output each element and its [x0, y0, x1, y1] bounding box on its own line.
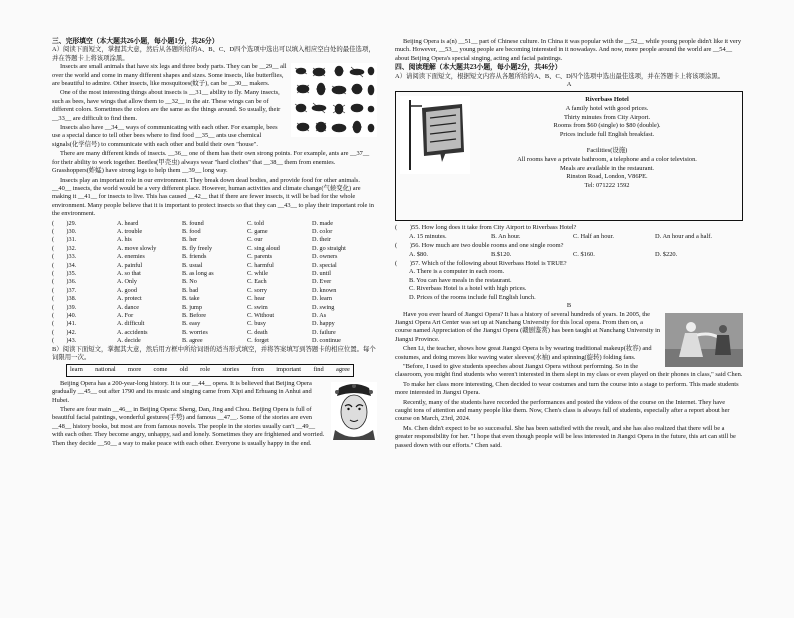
question-number: ( )35. — [52, 269, 77, 277]
question-number: ( )37. — [52, 286, 77, 294]
question-number: ( )29. — [52, 219, 77, 227]
passage-b-reading-para-2: Chen Li, the teacher, shows how great Jiangxi Opera is by wearing traditional makeup(妆容) and costumes, and doing moves like waving water sleeves(水袖) and spinning(旋转) folding fans. — [395, 345, 652, 361]
word-box-word: national — [95, 366, 116, 374]
part-a-instruction: A）阅读下面短文，掌握其大意，然后从各题所给的A、B、C、D四个选项中选出可以填入相应空白处的最佳选项，并在答题卡上将该项涂黑。 — [52, 46, 375, 62]
option-row — [52, 337, 377, 345]
option-row — [52, 262, 377, 270]
word-box-word: important — [276, 366, 302, 374]
option-a: A. move slowly — [117, 244, 157, 252]
option-a: A. his — [117, 236, 132, 244]
option-b: B. usual — [182, 261, 203, 269]
question-56-options — [409, 251, 743, 259]
question-number: ( )40. — [52, 312, 77, 319]
option-row — [52, 245, 377, 253]
option-b: B. easy — [182, 320, 201, 328]
option-row — [52, 228, 377, 236]
word-box-word: come — [153, 366, 168, 374]
option: A. $80. — [409, 250, 428, 258]
option-c: C. while — [247, 269, 268, 277]
option-a: A. painful — [117, 261, 143, 269]
option-d: D. known — [312, 286, 337, 294]
passage-b-reading-para-4: To make her class more interesting, Chen decided to wear costumes and turn the course into a stage to perform. This made students more interested in Jiangxi Opera. — [395, 380, 739, 397]
option: D. Prices of the rooms include full English lunch. — [409, 293, 536, 301]
question-number: ( )42. — [52, 328, 77, 336]
hotel-name: Riverbass Hotel — [585, 96, 629, 104]
passage-b-para-3: Beijing Opera is a(n) __51__ part of Chinese culture. In China it was popular with the __52__ while young people didn't like it very much. However, __53__ young people are becoming interested in it nowadays. And now, more people around the world are __54__ about Beijing Opera's special singing, acting and facial paintings. — [395, 38, 742, 62]
option-d: D. owners — [312, 253, 338, 261]
option: D. $220. — [655, 250, 678, 258]
question-57-options — [409, 268, 743, 302]
option: B. An hour. — [491, 232, 521, 240]
word-box — [66, 364, 354, 376]
word-box-word: stories — [222, 366, 240, 374]
left-column — [52, 38, 377, 449]
option-b: B. agree — [182, 337, 203, 345]
option-c: C. hear — [247, 295, 265, 303]
option-b: B. friends — [182, 253, 207, 261]
option: A. There is a computer in each room. — [409, 268, 505, 276]
option-c: C. sing aloud — [247, 244, 280, 252]
question-number: ( )38. — [52, 295, 77, 303]
option-d: D. their — [312, 236, 331, 244]
section-title-reading: 四、阅读理解（本大题共23小题，每小题2分，共46分） — [395, 64, 562, 72]
option-b: B. fly freely — [182, 244, 213, 252]
hotel-line-3: Rooms from $60 (single) to $80 (double). — [553, 122, 661, 130]
option-b: B. bad — [182, 286, 199, 294]
question-56: ( )56. How much are two double rooms and one single room? — [395, 242, 564, 250]
hotel-line-1: A family hotel with good prices. — [565, 105, 649, 113]
word-box-word: agree — [336, 366, 350, 374]
option: D. An hour and a half. — [655, 232, 712, 240]
option-d: D. happy — [312, 320, 335, 328]
label-passage-a: A — [566, 81, 572, 89]
option-c: C. harmful — [247, 261, 274, 269]
option-row — [52, 253, 377, 261]
option: B.$120. — [491, 250, 512, 258]
word-box-word: role — [200, 366, 211, 374]
option: C. Riverbass Hotel is a hotel with high prices. — [409, 285, 527, 293]
question-55-options — [409, 233, 743, 241]
option-c: C. game — [247, 227, 268, 235]
option-c: C. Each — [247, 278, 267, 286]
option-row — [52, 236, 377, 244]
question-number: ( )33. — [52, 253, 77, 261]
passage-b-reading-para-5: Recently, many of the students have recorded the performances and posted the videos of the course on the Internet. They have caught tons of attention and many people like them. Now, Chen's class is always full of students, especially after a report about her course on March, 23rd, 2024. — [395, 398, 730, 423]
cloze-options-table — [52, 220, 377, 346]
option-row — [52, 220, 377, 228]
option: A. 15 minutes. — [409, 232, 447, 240]
passage-b-reading-para-6: Ms. Chen didn't expect to be so successful. She has been satisfied with the result, and she has also realized that there will be a greater responsibility for her. "I hope that even though people will be less interested in Jiangxi Opera in the future, this art can still be passed down with our efforts." Chen said. — [395, 424, 736, 449]
section-title-cloze: 三、完形填空（本大题共26小题，每小题1分，共26分） — [52, 38, 219, 45]
question-55: ( )55. How long does it take from City Airport to Riverbass Hotel? — [395, 224, 577, 232]
option-row — [52, 329, 377, 337]
question-number: ( )30. — [52, 227, 77, 235]
option-row — [52, 287, 377, 295]
option-d: D. color — [312, 227, 333, 235]
option-c: C. death — [247, 328, 268, 336]
question-number: ( )32. — [52, 244, 77, 252]
hotel-line-2: Thirty minutes from City Airport. — [563, 113, 651, 121]
option-c: C. swim — [247, 303, 268, 311]
option-a: A. trouble — [117, 227, 143, 235]
option-b: B. as long as — [182, 269, 214, 277]
insect-collage-image — [291, 63, 377, 137]
option-a: A. dance — [117, 303, 139, 311]
option-b: B. No — [182, 278, 197, 286]
option-b: B. take — [182, 295, 200, 303]
passage-a-para-3: Insects also have __34__ ways of communicating with each other. For example, bees use a special dance to tell other bees where to find food __35__ ants use chemical signals(化学信号) to communicate with each other and build their own "house". — [52, 124, 278, 148]
option-c: C. forget — [247, 337, 269, 345]
passage-b-para-2: There are four main __46__ in Beijing Opera: Sheng, Dan, Jing and Chou. Beijing Opera is full of beautiful facial paintings, wonderful gestures(手势) and famous __47__. Some of the stories are even __48__ history books, but most are from famous novels. The people in the stories usually can't __49__ with each other. They become angry, unhappy, sad and lonely. Sometimes they are frightened and worried. Then they decide __50__ a way to make peace with each other. Everyone is usually happy in the end. — [52, 406, 325, 447]
right-column — [395, 38, 743, 451]
option-d: D. swing — [312, 303, 335, 311]
option-d: D. failure — [312, 328, 336, 336]
question-number: ( )41. — [52, 320, 77, 328]
option-d: D. learn — [312, 295, 332, 303]
option-row — [52, 320, 377, 328]
option-d: D. Ever — [312, 278, 332, 286]
reading-part-a-instruction: A）请阅读下面短文，根据短文内容从各题所给的A、B、C、D四个选项中选出最佳选项，并在答题卡上将该项涂黑。 — [395, 72, 725, 80]
option-a: A. difficult — [117, 320, 145, 328]
option-b: B. found — [182, 219, 204, 227]
word-box-word: from — [251, 366, 264, 374]
word-box-word: learn — [70, 366, 83, 374]
option-a: A. so that — [117, 269, 141, 277]
part-b-instruction: B）阅读下面短文，掌握其大意，然后用方框中所给词语的适当形式填空，并将答案填写到答题卡的相应位置。每个词限用一次。 — [52, 345, 376, 362]
option-d: D. go straight — [312, 244, 346, 252]
option-row — [52, 304, 377, 312]
option-a: A. good — [117, 286, 137, 294]
option-a: A. Only — [117, 278, 137, 286]
facility-line-3: Rinston Road, London, V86PE. — [566, 173, 648, 181]
option-a: A. enemies — [117, 253, 145, 261]
jiangxi-opera-performance-image — [665, 313, 743, 367]
option-row — [52, 270, 377, 278]
option-row — [52, 295, 377, 303]
facilities-title: Facilities(设施) — [586, 147, 628, 155]
option: B. You can have meals in the restaurant. — [409, 276, 512, 284]
beijing-opera-mask-image — [331, 382, 377, 440]
hotel-ad-text — [476, 96, 738, 190]
option: C. $160. — [573, 250, 595, 258]
passage-a-para-4: There are many different kinds of insects. __36__ one of them has their own strong points. For example, ants are __37__ for their ability to work together. Beetles(甲壳虫) always wear "hard clothes" that __38__ them from enemies. Grasshoppers(蚱蜢) have strong legs to help them __39__ long way. — [52, 150, 370, 175]
hotel-line-4: Prices include full English breakfast. — [559, 130, 655, 138]
option-d: D. continue — [312, 337, 341, 345]
passage-a-para-1: Insects are small animals that have six legs and three body parts. They can be __29__ all over the world and come in many different shapes and sizes. Some insects, like butterflies, are beautiful to admire. Other insects, like mosquitoes(蚊子), can be __30__ makers. — [52, 63, 287, 88]
word-box-word: more — [128, 366, 142, 374]
word-box-word: old — [179, 366, 188, 374]
passage-b-reading-para-3: "Before, I used to give students speeches about Jiangxi Opera without performing. So in the classroom, you might find students who weren't interested in them slept in my class or even played on their phones in class," said Chen. — [395, 362, 743, 379]
hotel-sign-image — [400, 96, 470, 174]
facility-line-2: Meals are available in the restaurant. — [559, 164, 655, 172]
question-number: ( )34. — [52, 261, 77, 269]
hotel-ad-box — [395, 91, 743, 221]
passage-a-para-2: One of the most interesting things about insects is __31__ ability to fly. Many insects, such as bees, have wings that allow them to __32__ in the air. These wings can be of different colors. Sometimes the colors are the same as the things around. So usually, their __33__ are difficult to find them. — [52, 89, 281, 122]
option: C. Half an hour. — [573, 232, 614, 240]
option-b: B. worries — [182, 328, 208, 336]
option-c: C. Without — [247, 312, 275, 319]
option-b: B. her — [182, 236, 198, 244]
option-a: A. protect — [117, 295, 142, 303]
question-number: ( )43. — [52, 337, 77, 345]
option-d: D. made — [312, 219, 333, 227]
passage-b-reading-para-1: Have you ever heard of Jiangxi Opera? It has a history of several hundreds of years. In 2005, the Jiangxi Opera Art Center was set up at Nanchang University for this local opera. From then on, a course named Appreciation of the Jiangxi Opera (赣剧鉴赏) has been taught at Nanchang University in Jiangxi Province. — [395, 310, 661, 343]
question-number: ( )36. — [52, 278, 77, 286]
option-b: B. food — [182, 227, 201, 235]
word-box-word: find — [313, 366, 324, 374]
question-number: ( )39. — [52, 303, 77, 311]
passage-b-para-1: Beijing Opera has a 200-year-long history. It is our __44__ opera. It is believed that Beijing Opera gradually __45__ out after 1790 and its music and singing came from Xipi and Erhuang in Anhui and Hubei. — [52, 379, 312, 404]
option-c: C. parents — [247, 253, 273, 261]
passage-a-para-5: Insects play an important role in our environment. They break down dead bodies, and provide food for other animals. __40__ insects, the world would be a very different place. However, human activities and climate change(气候变化) are making it __41__ for insects to live. This has caused __42__ that if there are fewer insects, it will be bad for the whole environment. Many people believe that it is important to protect insects so that they can __43__ to play their important role in the environment. — [52, 176, 374, 218]
question-57: ( )57. Which of the following about Riverbass Hotel is TRUE? — [395, 260, 567, 268]
option-b: B. Before — [182, 312, 207, 319]
option-d: D. As — [312, 312, 327, 319]
option-b: B. jump — [182, 303, 202, 311]
option-a: A. For — [117, 312, 134, 319]
option-row — [52, 278, 377, 286]
option-a: A. decide — [117, 337, 141, 345]
option-c: C. told — [247, 219, 264, 227]
option-c: C. busy — [247, 320, 266, 328]
option-d: D. until — [312, 269, 331, 277]
option-a: A. accidents — [117, 328, 148, 336]
facility-line-4: Tel: 071222 1592 — [584, 181, 630, 189]
option-row — [52, 312, 377, 320]
facility-line-1: All rooms have a private bathroom, a telephone and a color television. — [517, 156, 697, 163]
question-number: ( )31. — [52, 236, 77, 244]
label-passage-b: B — [566, 302, 572, 310]
option-c: C. sorry — [247, 286, 267, 294]
option-c: C. our — [247, 236, 263, 244]
option-a: A. heard — [117, 219, 139, 227]
option-d: D. special — [312, 261, 337, 269]
